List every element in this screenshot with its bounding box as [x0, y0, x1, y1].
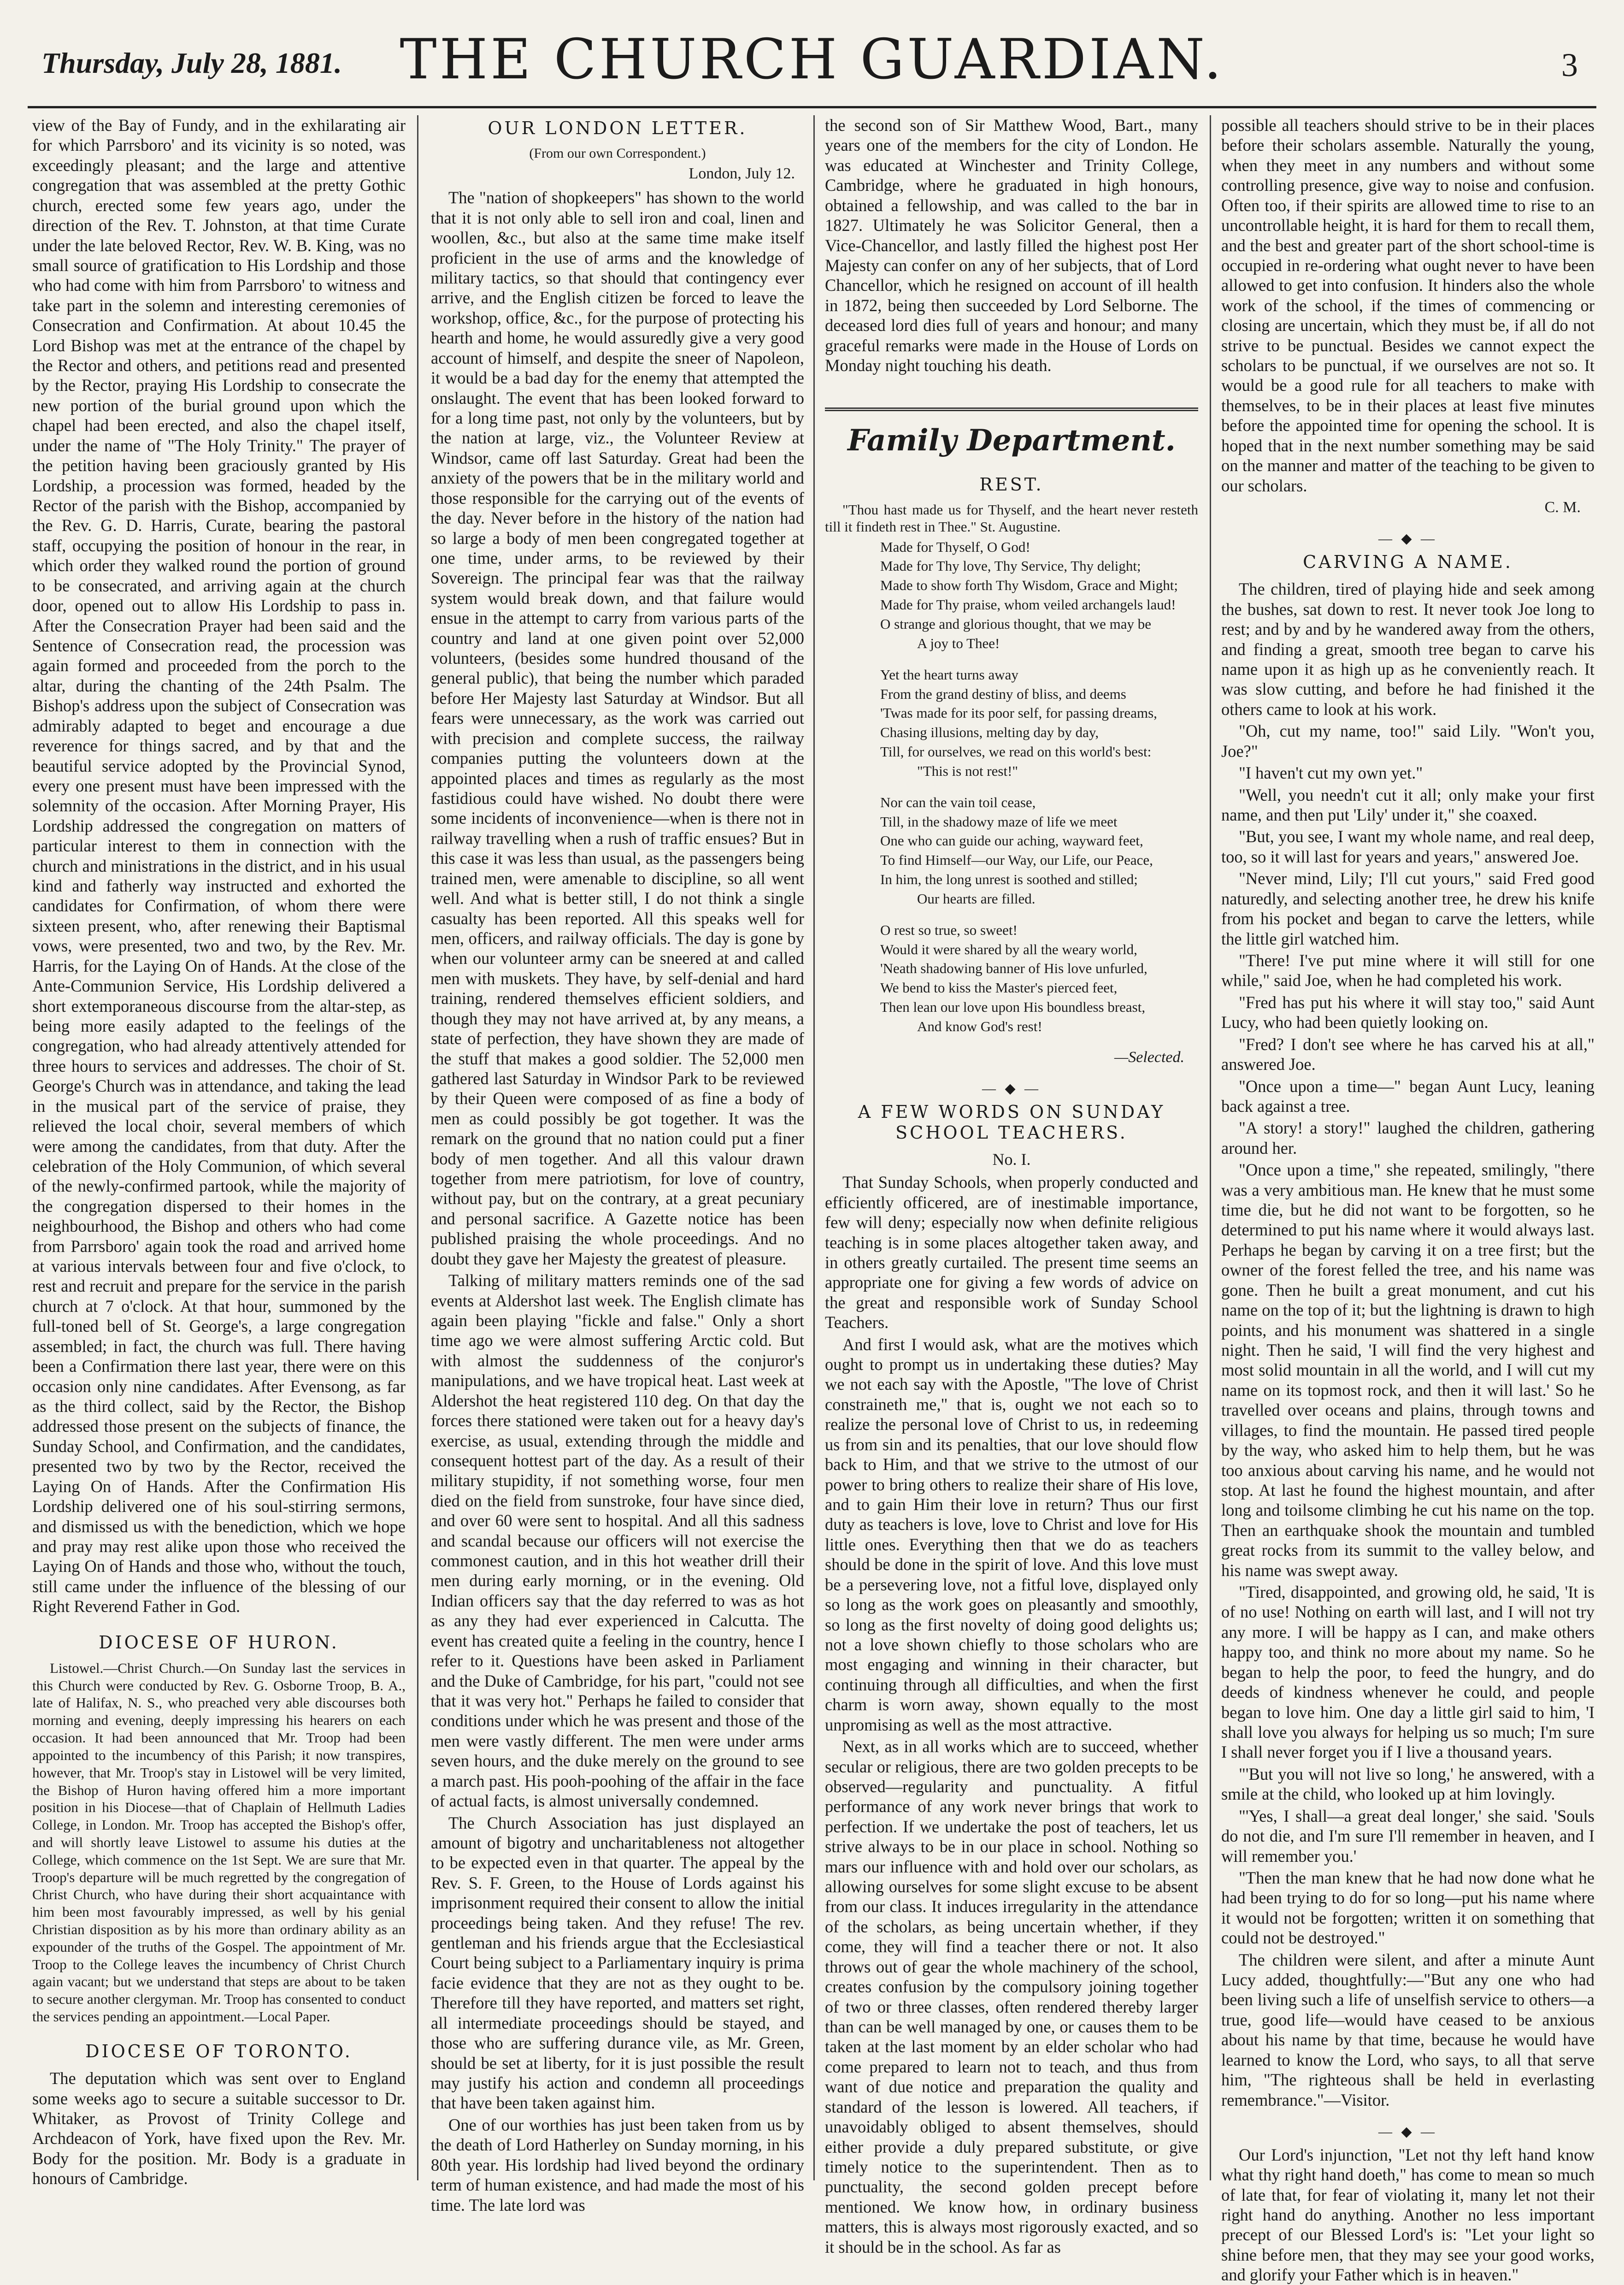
paragraph: "I haven't cut my own yet."	[1239, 763, 1423, 783]
poem-stanza	[880, 665, 1198, 781]
column-2	[431, 115, 804, 2214]
paragraph: "'But you will not live so long,' he answered, with a smile at the child, who looked up at him lovingly.	[1221, 1764, 1595, 1804]
paragraph: "A story! a story!" laughed the children, gathering around her.	[1221, 1118, 1595, 1157]
poem-line: From the grand destiny of bliss, and deems	[880, 685, 1126, 702]
paragraph: "Once upon a time—" began Aunt Lucy, leaning back against a tree.	[1221, 1076, 1595, 1116]
poem-line: To find Himself—our Way, our Life, our Peace,	[880, 852, 1153, 868]
rest-poem-title: REST.	[979, 474, 1044, 495]
paragraph: "'Yes, I shall—a great deal longer,' she said. 'Souls do not die, and I'm sure I'll remember in heaven, and I will remember you.'	[1221, 1806, 1595, 1866]
section-divider: — ◆ —	[982, 1081, 1041, 1097]
poem-line: Made to show forth Thy Wisdom, Grace and Might;	[880, 577, 1178, 594]
poem-line: And know God's rest!	[917, 1018, 1042, 1035]
paragraph: The Church Association has just displayed an amount of bigotry and uncharitableness not altogether to be expected even in that quarter. The appeal by the Rev. S. F. Green, to the House of Lords against his imprisonment required their consent to allow the initial proceedings being taken. And they refuse! The rev. gentleman and his friends argue that the Ecclesiastical Court being subject to a Parliamentary inquiry is prima facie evidence that they are not as they ought to be. Therefore till they have reported, and matters set right, all intermediate proceedings should be stayed, and those who are suffering durance vile, as Mr. Green, should be set at liberty, for it is just possible the result may justify his action and condemn all proceedings that have been taken against him.	[431, 1813, 804, 2113]
poem-line: In him, the long unrest is soothed and stilled;	[880, 871, 1138, 888]
paragraph: "There! I've put mine where it will still for one while," said Joe, when he had completed his work.	[1221, 951, 1595, 990]
paragraph: "Then the man knew that he had now done what he had been trying to do for so long—put his name where it would not be forgotten; written it on something that could not be destroyed."	[1221, 1868, 1595, 1948]
sunday-school-heading: A FEW WORDS ON SUNDAY SCHOOL TEACHERS.	[858, 1102, 1165, 1143]
column-4	[1221, 115, 1595, 2285]
poem-line: Made for Thy love, Thy Service, Thy delight;	[880, 558, 1141, 574]
paragraph: "Fred? I don't see where he has carved his at all," answered Joe.	[1221, 1034, 1595, 1074]
london-letter-byline: (From our own Correspondent.)	[529, 146, 706, 161]
paragraph: "But, you see, I want my whole name, and real deep, too, so it will last for years and years," answered Joe.	[1221, 827, 1595, 866]
poem-attribution: —Selected.	[1114, 1048, 1184, 1066]
toronto-heading: DIOCESE OF TORONTO.	[85, 2041, 353, 2061]
poem-stanza	[880, 921, 1198, 1036]
poem-line: O strange and glorious thought, that we may be	[880, 615, 1152, 632]
consecration-article: view of the Bay of Fundy, and in the exhilarating air for which Parrsboro' and its vicinity is so noted, was exceedingly pleasant; and the large and attentive congregation that was assembled at the pretty Gothic church, erected some few years ago, under the direction of the Rev. T. Johnston, at that time Curate under the late beloved Rector, Rev. W. B. King, was no small source of gratification to His Lordship and those who had come with him from Parrsboro' to witness and take part in the solemn and interesting ceremonies of Consecration and Confirmation. At about 10.45 the Lord Bishop was met at the entrance of the chapel by the Rector and others, and petitions read and presented by the Rector, praying His Lordship to consecrate the new portion of the burial ground upon which the chapel had been erected, and also the chapel itself, under the name of "The Holy Trinity." The prayer of the petition having been graciously granted by His Lordship, a procession was formed, headed by the Rector of the parish with the Bishop, accompanied by the Rev. G. D. Harris, Curate, bearing the pastoral staff, occupying the position of honour in the rear, in which order they walked round the portion of ground to be consecrated, and arriving again at the church door, opened out to allow His Lordship to pass in. After the Consecration Prayer had been said and the Sentence of Consecration read, the procession was again formed and proceeded from the porch to the altar, during the chanting of the 24th Psalm. The Bishop's address upon the subject of Consecration was admirably adapted to beget and encourage a due reverence for things sacred, and by that and the beautiful service adopted by the Provincial Synod, every one present must have been impressed with the solemnity of the occasion. After Morning Prayer, His Lordship addressed the congregation on matters of particular interest to them in connection with the church and ministrations in the district, and in his usual kind and fatherly way instructed and exhorted the candidates for Confirmation, of whom there were sixteen present, who, after renewing their Baptismal vows, were presented, two and two, by the Rev. Mr. Harris, for the Laying On of Hands. At the close of the Ante-Communion Service, His Lordship delivered a short extemporaneous discourse from the altar-step, as being more easily adapted to the feelings of the congregation, who had already attentively attended for three hours to services and addresses. The choir of St. George's Church was in attendance, and taking the lead in the musical part of the service of praise, they relieved the local choir, several members of which were among the candidates, from that duty. After the celebration of the Holy Communion, of which several of the newly-confirmed partook, while the majority of the congregation dispersed to their homes in the neighbourhood, the Bishop and others who had come from Parrsboro' again took the road and arrived home at various intervals between four and five o'clock, to rest and recruit and prepare for the service in the parish church at 7 o'clock. At that hour, summoned by the full-toned bell of St. George's, a large congregation assembled; in fact, the church was full. There having been a Confirmation there last year, there were on this occasion only nine candidates. After Evensong, as far as the third collect, said by the Rector, the Bishop addressed those present on the subjects of finance, the Sunday School, and Confirmation, and the candidates, presented two by two by the Rector, received the Laying On of Hands. After the Confirmation His Lordship delivered one of his soul-stirring sermons, and dismissed us with the benediction, which we hope and pray may rest alike upon those who received the Laying On of Hands and those who, without the touch, still came under the influence of the blessing of our Right Reverend Father in God.	[32, 116, 406, 1616]
paragraph: The "nation of shopkeepers" has shown to the world that it is not only able to sell iron and coal, linen and woollen, &c., but also at the same time make itself proficient in the use of arms and the knowledge of military tactics, so that should that contingency ever arrive, and the English citizen be forced to leave the workshop, office, &c., for the purpose of protecting his hearth and home, he would assuredly give a very good account of himself, and despite the sneer of Napoleon, it would be a bad day for the enemy that attempted the onslaught. The event that has been looked forward to for a long time past, not only by the volunteers, but by the nation at large, viz., the Volunteer Review at Windsor, came off last Saturday. Great had been the anxiety of the powers that be in the military world and those responsible for the carrying out of the events of the day. Never before in the history of the nation had so large a body of men been congregated together at one time, under arms, to be reviewed by their Sovereign. The principal fear was that the railway system would break down, and that failure would ensue in the attempt to carry from various parts of the country and land at one given point over 52,000 volunteers, (besides some hundred thousand of the general public), that being the number which paraded before Her Majesty last Saturday at Windsor. But all fears were unnecessary, as the work was carried out with precision and complete success, the railway companies putting the volunteers down at the appointed places and times as regularly as the most fastidious could have wished. No doubt there were some incidents of inconvenience—when is there not in railway travelling when a rush of traffic ensues? But in this case it was less than usual, as the passengers being trained men, were amenable to discipline, so all went well. And what is better still, I do not think a single casualty has been reported. All this speaks well for men, officers, and railway officials. The day is gone by when our volunteer army can be sneered at and called men with muskets. They have, by self-denial and hard training, rendered themselves efficient soldiers, and though they may not have arrived at, by any means, a state of perfection, they have shown they are made of the stuff that makes a good soldier. The 52,000 men gathered last Saturday in Windsor Park to be reviewed by their Queen were composed of as fine a body of men as could possibly be got together. It was the remark on the ground that no nation could put a finer body of men together. And all this valour drawn together from mere patriotism, for love of country, without pay, but on the contrary, at a great pecuniary and personal sacrifice. A Gazette notice has been published praising the whole proceedings. And no doubt they gave her Majesty the greatest of pleasure.	[431, 188, 804, 1268]
paragraph: Our Lord's injunction, "Let not thy left hand know what thy right hand doeth," has come to mean so much of late that, for fear of violating it, many let not their right hand do anything. Another no less important precept of our Blessed Lord's is: "Let your light so shine before men, that they may see your good works, and glorify your Father which is in heaven."	[1221, 2145, 1595, 2285]
paragraph: "Once upon a time," she repeated, smilingly, "there was a very ambitious man. He knew that he must some time die, but he did not want to be forgotten, so he determined to put his name where it would always last. Perhaps he began by carving it on a tree first; but the owner of the forest felled the tree, and his name was gone. Then he built a great monument, and cut his name on the top of it; but the lightning is drawn to high points, and his monument was shattered in a single night. Then he said, 'I will find the very highest and most solid mountain in all the world, and I will cut my name on its topmost rock, and then it will last.' So he travelled over oceans and plains, through towns and villages, to find the mountain. He passed tired people by the way, who asked him to help them, but he was too anxious about carving his name, and he would not stop. At last he found the highest mountain, and after long and toilsome climbing he cut his name on the top. Then an earthquake shook the mountain and tumbled great rocks from its summit to the valley below, and his name was swept away.	[1221, 1160, 1595, 1580]
huron-heading: DIOCESE OF HURON.	[99, 1632, 339, 1653]
paragraph: "Oh, cut my name, too!" said Lily. "Won't you, Joe?"	[1221, 721, 1595, 761]
paragraph: One of our worthies has just been taken from us by the death of Lord Hatherley on Sunday morning, in his 80th year. His lordship had lived beyond the ordinary term of human existence, and had made the most of his time. The late lord was	[431, 2115, 804, 2214]
poem-line: "This is not rest!"	[917, 762, 1018, 779]
issue-date: Thursday, July 28, 1881.	[41, 47, 342, 79]
poem-line: Would it were shared by all the weary world,	[880, 941, 1137, 957]
huron-article: Listowel.—Christ Church.—On Sunday last the services in this Church were conducted by Rev. G. Osborne Troop, B. A., late of Halifax, N. S., who preached very able discourses both morning and evening, deeply impressing his hearers on each occasion. It had been announced that Mr. Troop had been appointed to the incumbency of this Parish; it now transpires, however, that Mr. Troop's stay in Listowel will be very limited, the Bishop of Huron having offered him a more important position in his Diocese—that of Chaplain of Hellmuth Ladies College, in London. Mr. Troop has accepted the Bishop's offer, and will shortly leave Listowel to assume his duties at the College, which commence on the 1st Sept. We are sure that Mr. Troop's departure will be much regretted by the congregation of Christ Church, who have during their short acquaintance with him been most favourably impressed, as well by his genial Christian disposition as by his more than ordinary ability as an expounder of the truths of the Gospel. The appointment of Mr. Troop to the College leaves the incumbency of Christ Church again vacant; but we understand that steps are about to be taken to secure another clergyman. Mr. Troop has consented to conduct the services pending an appointment.—Local Paper.	[32, 1659, 406, 2025]
paragraph: Next, as in all works which are to succeed, whether secular or religious, there are two golden precepts to be observed—regularity and punctuality. A fitful performance of any work never brings that work to perfection. If we undertake the post of teachers, let us strive always to be in our place in school. Nothing so mars our influence with and hold over our scholars, as allowing ourselves for some slight excuse to be absent from our class. It induces irregularity in the attendance of the scholars, as being uncertain whether, if they come, they will find a teacher there or not. It also throws out of gear the whole machinery of the school, creates confusion by the compulsory joining together of two or three classes, often rendered thereby larger than can be well managed by one, or causes them to be taken at the last moment by an elder scholar who had come prepared to learn not to teach, and thus from want of due notice and preparation the quality and standard of the lesson is lowered. All teachers, if unavoidably obliged to absent themselves, should either provide a duly prepared substitute, or give timely notice to the superintendent. Then as to punctuality, the second golden precept before mentioned. We know how, in ordinary business matters, this is always most rigorously exacted, and so it should be in the school. As far as	[825, 1737, 1198, 2256]
toronto-article: The deputation which was sent over to England some weeks ago to secure a suitable successor to Dr. Whitaker, as Provost of Trinity College and Archdeacon of York, have fixed upon the Rev. Mr. Body for the position. Mr. Body is a graduate in honours of Cambridge.	[32, 2069, 406, 2188]
paragraph: The children were silent, and after a minute Aunt Lucy added, thoughtfully:—"But any one who had been living such a life of unselfish service to others—a true, good life—would have ceased to be anxious about his name by that time, because he would have learned to know the Lord, who says, to all that serve him, "The righteous shall be held in everlasting remembrance."—Visitor.	[1221, 1950, 1595, 2109]
author-signature: C. M.	[1544, 499, 1581, 516]
section-divider: — ◆ —	[1378, 2124, 1438, 2140]
paragraph: "Well, you needn't cut it all; only make your first name, and then put 'Lily' under it," she coaxed.	[1221, 785, 1595, 825]
poem-stanza	[880, 793, 1198, 909]
poem-line: Then lean our love upon His boundless breast,	[880, 999, 1146, 1016]
poem-line: Till, in the shadowy maze of life we meet	[880, 813, 1118, 830]
family-department-heading: Family Department.	[825, 407, 1198, 458]
column-rule	[813, 115, 815, 2180]
london-letter-dateline: London, July 12.	[688, 165, 795, 182]
london-letter-heading: OUR LONDON LETTER.	[488, 118, 747, 138]
poem-line: Yet the heart turns away	[880, 666, 1018, 683]
masthead	[28, 18, 1596, 108]
poem-stanza	[880, 537, 1198, 653]
poem-epigraph: "Thou hast made us for Thyself, and the heart never resteth till it findeth rest in Thee." St. Augustine.	[825, 501, 1198, 535]
paragraph: the second son of Sir Matthew Wood, Bart., many years one of the members for the city of London. He was educated at Winchester and Trinity College, Cambridge, where he graduated in high honours, obtained a fellowship, and was called to the bar in 1827. Ultimately he was Solicitor General, then a Vice-Chancellor, and lastly filled the highest post Her Majesty can confer on any of her subjects, that of Lord Chancellor, which he resigned on account of ill health in 1872, being then succeeded by Lord Selborne. The deceased lord dies full of years and honour; and many graceful remarks were made in the House of Lords on Monday night touching his death.	[825, 116, 1198, 375]
paragraph: possible all teachers should strive to be in their places before their scholars assemble. Naturally the young, when they meet in any numbers and without some controlling presence, give way to noise and confusion. Often too, if their spirits are allowed time to rise to an uncontrollable height, it is hard for them to recall them, and the best and greater part of the short school-time is occupied in re-ordering what ought never to have been allowed to get into confusion. It hinders also the whole work of the school, if the times of commencing or closing are uncertain, which they must be, if all do not strive to be punctual. Besides we cannot expect the scholars to be punctual, if we ourselves are not so. It would be a good rule for all teachers to make with themselves, to be in their places at least five minutes before the appointed time for opening the school. It is hoped that in the next number something may be said on the manner and matter of the teaching to be given to our scholars.	[1221, 116, 1595, 495]
poem-line: A joy to Thee!	[917, 635, 1000, 651]
paragraph: "Fred has put his where it will stay too," said Aunt Lucy, who had been quietly looking on.	[1221, 992, 1595, 1032]
carving-a-name-heading: CARVING A NAME.	[1303, 552, 1513, 573]
newspaper-title: THE CHURCH GUARDIAN.	[400, 28, 1224, 92]
paragraph: Talking of military matters reminds one of the sad events at Aldershot last week. The English climate has again been playing "fickle and false." Only a short time ago we were almost suffering Arctic cold. But with almost the suddenness of the conjuror's manipulations, and we have tropical heat. Last week at Aldershot the heat registered 110 deg. On that day the forces there stationed were taken out for a heavy day's exercise, as usual, extending through the middle and consequent hottest part of the day. As a result of their military stupidity, if not something worse, four men died on the field from sunstroke, four have since died, and over 60 were sent to hospital. And all this sadness and scandal because our officers will not exercise the commonest caution, and in this hot weather drill their men during early morning, or in the evening. Old Indian officers say that the day referred to was as hot as any they had ever experienced in Calcutta. The event has created quite a feeling in the country, hence I refer to it. Questions have been asked in Parliament and the Duke of Cambridge, for his part, "could not see that it was very hot." Perhaps he failed to consider that conditions under which he was present and those of the men were vastly different. The men were under arms seven hours, and the duke merely on the ground to see a march past. His pooh-poohing of the affair in the face of actual facts, is almost universally condemned.	[431, 1271, 804, 1811]
poem-line: Made for Thyself, O God!	[880, 538, 1030, 555]
poem-line: Our hearts are filled.	[917, 890, 1036, 907]
paragraph: The children, tired of playing hide and seek among the bushes, sat down to rest. It never took Joe long to rest; and by and by he wandered away from the others, and finding a great, smooth tree began to carve his name upon it as high up as he conveniently reach. It was slow cutting, and before he had finished it the others came to look at his work.	[1221, 579, 1595, 719]
paragraph: "Tired, disappointed, and growing old, he said, 'It is of no use! Nothing on earth will last, and I will not try any more. I will be happy as I can, and make others happy too, and think no more about my name. So he began to help the poor, to feed the hungry, and do deeds of kindness whenever he could, and people began to love him. One day a little girl said to him, 'I shall love you always for helping us so much; I'm sure I shall never forget you if I live a thousand years.	[1221, 1582, 1595, 1762]
section-divider: — ◆ —	[1378, 531, 1438, 547]
column-rule	[1210, 115, 1211, 2180]
poem-line: 'Neath shadowing banner of His love unfurled,	[880, 960, 1147, 977]
column-rule	[417, 115, 418, 2180]
poem-line: 'Twas made for its poor self, for passing dreams,	[880, 705, 1157, 721]
poem-line: Chasing illusions, melting day by day,	[880, 724, 1099, 741]
paragraph: That Sunday Schools, when properly conducted and efficiently officered, are of inestimable importance, few will deny; especially now when definite religious teaching is in some places altogether taken away, and in others greatly curtailed. The present time seems an appropriate one for giving a few words of advice on the great and responsible work of Sunday School Teachers.	[825, 1173, 1198, 1332]
poem-line: We bend to kiss the Master's pierced feet,	[880, 980, 1118, 996]
part-number: No. I.	[992, 1150, 1031, 1169]
paragraph: And first I would ask, what are the motives which ought to prompt us in undertaking these duties? May we not each say with the Apostle, "The love of Christ constraineth me," that is, ought we not each so to realize the personal love of Christ to us, in redeeming us from sin and its penalties, that our love should flow back to Him, and that we strive to the utmost of our power to bring others to realize their share of His love, and to gain Him their love in return? Thus our first duty as teachers is love, love to Christ and love for His little ones. Everything then that we do as teachers should be done in the spirit of love. And this love must be a persevering love, not a fitful love, displayed only so long as the work goes on pleasantly and smoothly, so long as the first novelty of doing good delights us; not a love shown chiefly to those scholars who are most engaging and winning in their character, but continuing through all difficulties, and when the first charm is worn away, shown equally to the most unpromising as well as the most attractive.	[825, 1334, 1198, 1734]
poem-line: Nor can the vain toil cease,	[880, 794, 1036, 810]
page-number: 3	[1561, 47, 1578, 83]
poem-line: One who can guide our aching, wayward feet,	[880, 833, 1143, 849]
poem-line: Till, for ourselves, we read on this world's best:	[880, 744, 1152, 760]
poem-line: O rest so true, so sweet!	[880, 921, 1018, 938]
poem-line: Made for Thy praise, whom veiled archangels laud!	[880, 596, 1176, 613]
paragraph: "Never mind, Lily; I'll cut yours," said Fred good naturedly, and selecting another tree, he drew his knife from his pocket and began to carve the letters, while the little girl watched him.	[1221, 869, 1595, 948]
column-3	[825, 115, 1198, 2256]
column-1	[32, 115, 406, 2188]
